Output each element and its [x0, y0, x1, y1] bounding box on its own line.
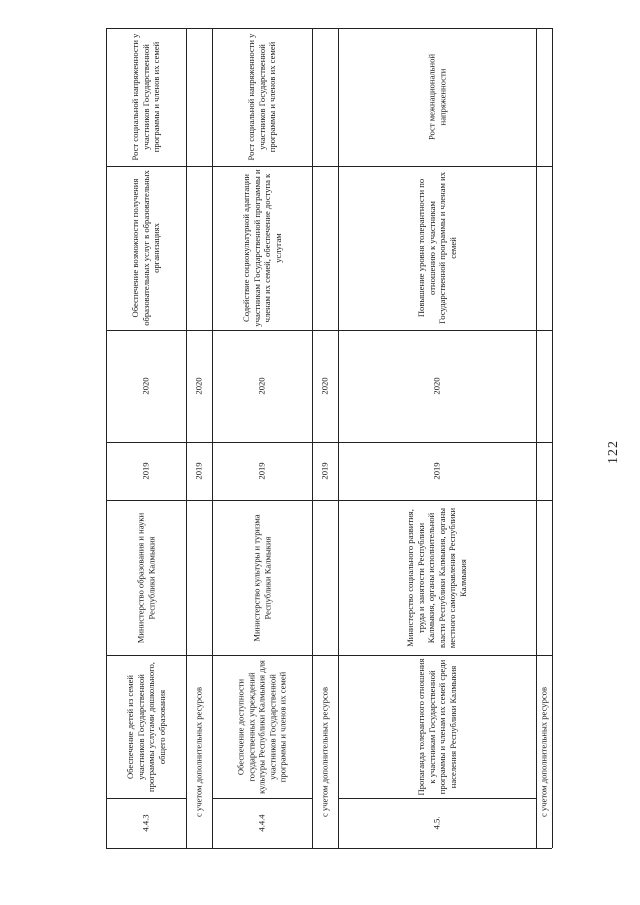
column-separator — [312, 500, 338, 501]
column-separator — [312, 330, 338, 331]
column-separator — [536, 848, 552, 849]
row-separator — [552, 28, 553, 848]
row-separator — [106, 28, 107, 848]
column-separator — [312, 166, 338, 167]
cell-consequence — [536, 28, 552, 166]
cell-result: Содействие социокультурной адаптации участникам Государственной программы и членам их семей, обеспечение доступа к услугам — [240, 169, 283, 327]
cell-result — [186, 166, 212, 330]
column-separator — [536, 330, 552, 331]
column-separator — [106, 442, 186, 443]
cell-consequence: Рост социальной напряженности у участников Государственной программы и членов их семей — [130, 33, 162, 161]
row-separator — [536, 28, 537, 848]
cell-name: Обеспечение доступности государственных учреждений культуры Республики Калмыкия для участников Государственной программы и членов их семей — [235, 659, 288, 794]
column-separator — [106, 28, 186, 29]
row-separator — [186, 28, 187, 848]
row-separator — [338, 28, 339, 848]
column-separator — [186, 848, 212, 849]
column-separator — [312, 442, 338, 443]
column-separator — [106, 500, 186, 501]
column-separator — [106, 655, 186, 656]
cell-start: 2019 — [319, 462, 330, 480]
column-separator — [106, 798, 186, 799]
column-separator — [338, 655, 536, 656]
column-separator — [186, 655, 212, 656]
column-separator — [312, 28, 338, 29]
column-separator — [536, 442, 552, 443]
cell-result: Обеспечение возможности получения образовательных услуг в образовательных организациях — [130, 170, 162, 326]
cell-start: 2019 — [140, 462, 151, 480]
cell-start: 2019 — [193, 462, 204, 480]
row-separator — [312, 28, 313, 848]
cell-result — [536, 166, 552, 330]
cell-no: 4.4.4 — [256, 814, 267, 832]
column-separator — [338, 798, 536, 799]
cell-executor — [312, 500, 338, 655]
column-separator — [212, 655, 312, 656]
column-separator — [186, 28, 212, 29]
column-separator — [186, 500, 212, 501]
column-separator — [106, 166, 186, 167]
column-separator — [212, 28, 312, 29]
column-separator — [212, 330, 312, 331]
cell-no: 4.4.3 — [140, 814, 151, 832]
cell-start: 2019 — [256, 462, 267, 480]
column-separator — [338, 848, 536, 849]
cell-executor: Министерство образования и науки Республики Калмыкия — [135, 512, 156, 643]
column-separator — [186, 166, 212, 167]
cell-consequence — [186, 28, 212, 166]
column-separator — [106, 848, 186, 849]
cell-consequence: Рост социальной напряженности у участников Государственной программы и членов их семей — [246, 33, 278, 161]
column-separator — [212, 166, 312, 167]
column-separator — [338, 330, 536, 331]
cell-executor: Министерство культуры и туризма Республики Калмыкия — [251, 513, 272, 642]
column-separator — [186, 330, 212, 331]
cell-executor: Министерство социального развития, труда и занятости Республики Калмыкия, органы исполнительной власти Республики Калмыкия, органы местного самоуправления Республики Калмыкия — [405, 507, 469, 648]
cell-end: 2020 — [319, 377, 330, 395]
cell-end: 2020 — [431, 377, 442, 395]
column-separator — [312, 848, 338, 849]
column-separator — [106, 330, 186, 331]
cell-result — [312, 166, 338, 330]
column-separator — [536, 655, 552, 656]
cell-result: Повышение уровня толерантности по отношению к участникам Государственной программы и членам их семей — [415, 172, 458, 324]
cell-name: с учетом дополнительных ресурсов — [319, 686, 330, 817]
cell-end: 2020 — [193, 377, 204, 395]
column-separator — [212, 848, 312, 849]
cell-end: 2020 — [140, 377, 151, 395]
page-number: 122 — [606, 440, 621, 464]
column-separator — [338, 500, 536, 501]
column-separator — [212, 500, 312, 501]
cell-name: с учетом дополнительных ресурсов — [193, 686, 204, 817]
column-separator — [312, 655, 338, 656]
cell-end — [536, 330, 552, 442]
column-separator — [338, 28, 536, 29]
column-separator — [212, 442, 312, 443]
cell-name: Обеспечение детей из семей участников Государственной программы услугами дошкольного, общего образования — [124, 661, 167, 792]
cell-end: 2020 — [256, 377, 267, 395]
cell-consequence — [312, 28, 338, 166]
cell-executor — [536, 500, 552, 655]
column-separator — [338, 442, 536, 443]
column-separator — [536, 500, 552, 501]
cell-name: с учетом дополнительных ресурсов — [538, 686, 549, 817]
cell-name: Пропаганда толерантного отношения к участникам Государственной программы и членам их семей среди населения Республики Калмыкия — [415, 658, 458, 795]
cell-executor — [186, 500, 212, 655]
column-separator — [536, 166, 552, 167]
cell-start: 2019 — [431, 462, 442, 480]
column-separator — [186, 442, 212, 443]
cell-no: 4.5. — [431, 816, 442, 830]
row-separator — [212, 28, 213, 848]
column-separator — [338, 166, 536, 167]
cell-start — [536, 442, 552, 500]
column-separator — [536, 28, 552, 29]
cell-consequence: Рост межнациональной напряженности — [426, 53, 447, 141]
column-separator — [212, 798, 312, 799]
